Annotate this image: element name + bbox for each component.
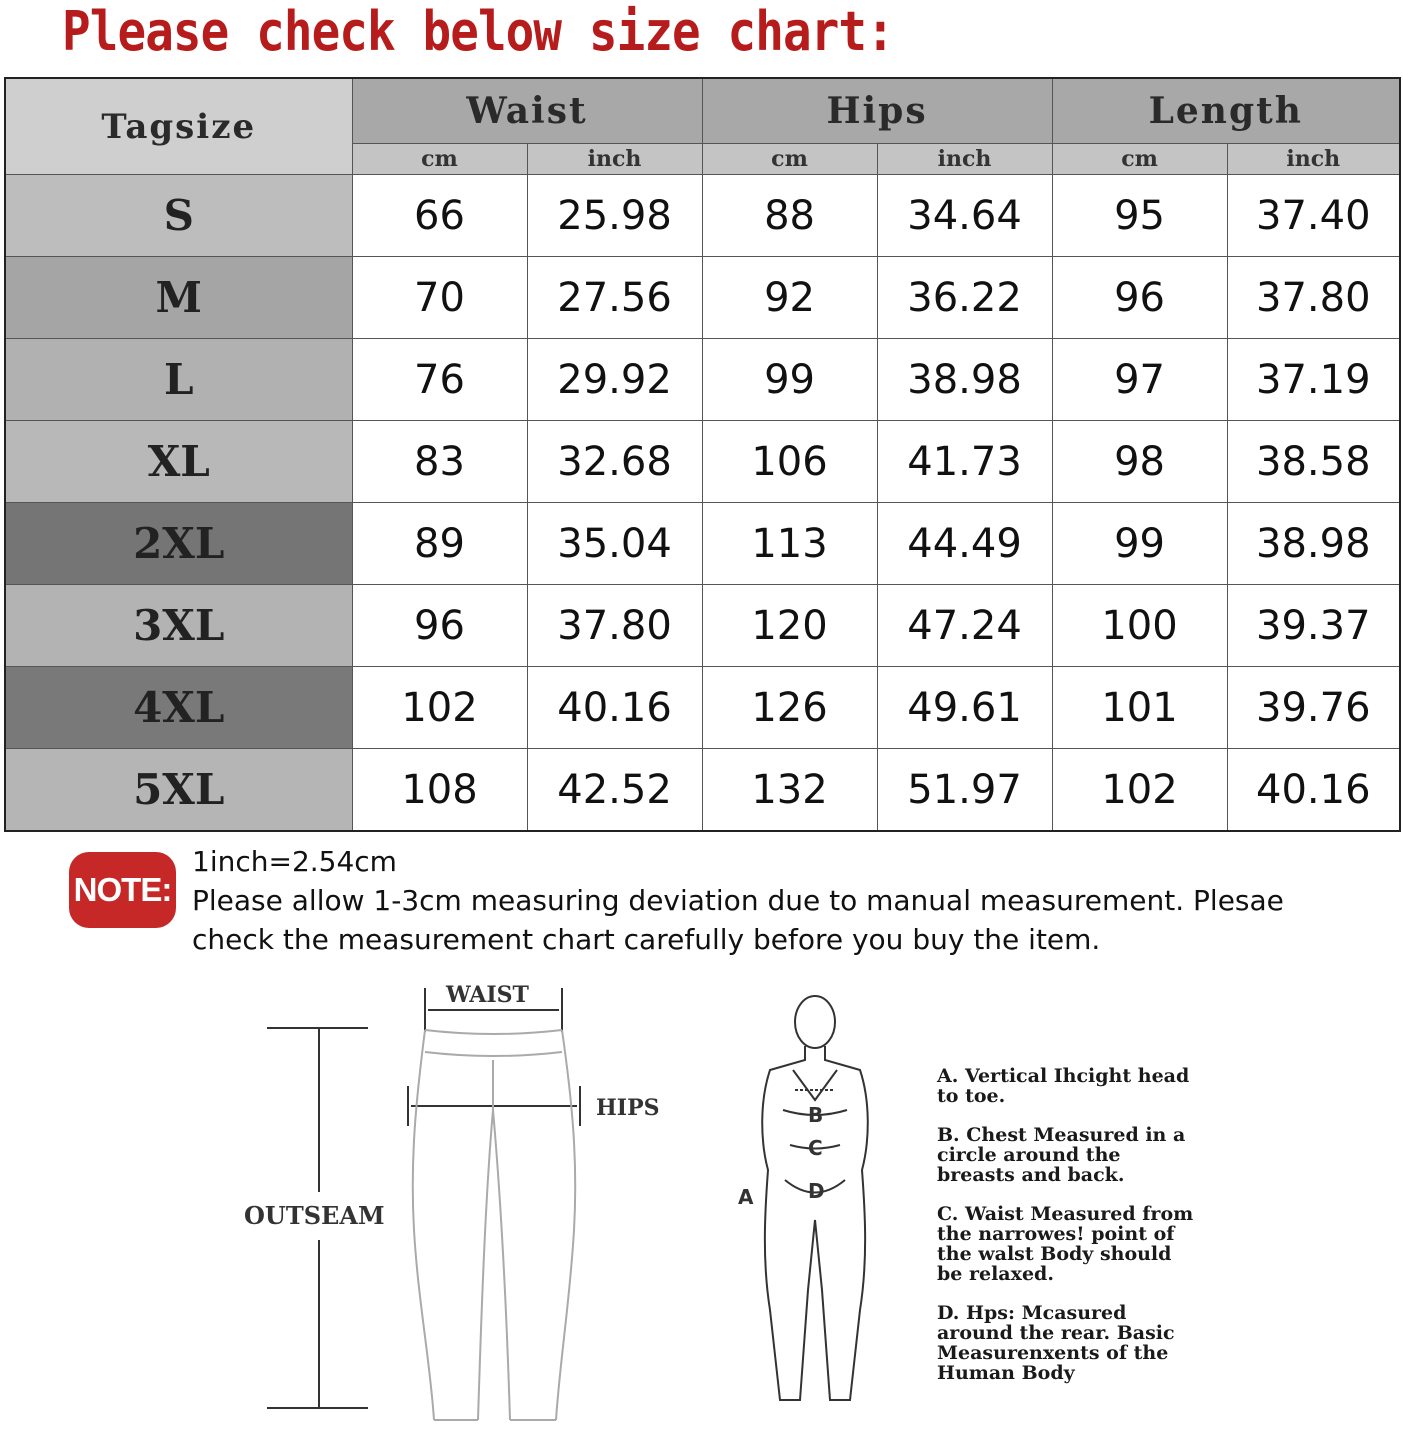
size-label: 3XL [5, 585, 352, 667]
waist-label: WAIST [446, 982, 529, 1008]
table-row [5, 339, 1400, 421]
measurement-legend [937, 1066, 1197, 1402]
outseam-label: OUTSEAM [244, 1201, 385, 1230]
leggings-illustration [413, 1030, 576, 1420]
measurement-cell: 51.97 [877, 749, 1052, 832]
measurement-cell: 39.76 [1227, 667, 1400, 749]
table-row [5, 421, 1400, 503]
unit-header: cm [352, 144, 527, 175]
measurement-cell: 37.40 [1227, 175, 1400, 257]
measurement-cell: 76 [352, 339, 527, 421]
marker-a: A [738, 1185, 754, 1209]
measurement-cell: 102 [1052, 749, 1227, 832]
measurement-cell: 39.37 [1227, 585, 1400, 667]
measurement-cell: 101 [1052, 667, 1227, 749]
size-label: 5XL [5, 749, 352, 832]
measurement-cell: 37.19 [1227, 339, 1400, 421]
size-label: M [5, 257, 352, 339]
measurement-cell: 29.92 [527, 339, 702, 421]
unit-header: cm [702, 144, 877, 175]
measurement-cell: 88 [702, 175, 877, 257]
measurement-cell: 70 [352, 257, 527, 339]
measurement-cell: 37.80 [1227, 257, 1400, 339]
measurement-cell: 106 [702, 421, 877, 503]
size-chart-table [4, 77, 1401, 832]
note-badge: NOTE: [69, 852, 176, 928]
table-row [5, 667, 1400, 749]
legend-item-d: D. Hps: Mcasured around the rear. Basic Measurenxents of the Human Body [937, 1302, 1175, 1384]
marker-b: B [808, 1103, 824, 1127]
size-label: 4XL [5, 667, 352, 749]
table-row [5, 175, 1400, 257]
hips-label: HIPS [596, 1095, 660, 1121]
header-tagsize: Tagsize [5, 78, 352, 175]
measurement-cell: 27.56 [527, 257, 702, 339]
page-title: Please check below size chart: [62, 0, 894, 63]
unit-header: inch [877, 144, 1052, 175]
measurement-cell: 132 [702, 749, 877, 832]
measurement-cell: 42.52 [527, 749, 702, 832]
size-label: 2XL [5, 503, 352, 585]
measurement-cell: 40.16 [527, 667, 702, 749]
measurement-cell: 98 [1052, 421, 1227, 503]
measurement-cell: 95 [1052, 175, 1227, 257]
marker-d: D [808, 1179, 825, 1203]
measurement-cell: 96 [352, 585, 527, 667]
measurement-cell: 41.73 [877, 421, 1052, 503]
measurement-cell: 34.64 [877, 175, 1052, 257]
measurement-cell: 37.80 [527, 585, 702, 667]
measurement-cell: 97 [1052, 339, 1227, 421]
table-row [5, 585, 1400, 667]
measurement-cell: 102 [352, 667, 527, 749]
header-hips: Hips [702, 78, 1052, 144]
measurement-cell: 36.22 [877, 257, 1052, 339]
unit-header: cm [1052, 144, 1227, 175]
measurement-cell: 38.58 [1227, 421, 1400, 503]
measurement-cell: 35.04 [527, 503, 702, 585]
measurement-cell: 120 [702, 585, 877, 667]
header-length: Length [1052, 78, 1400, 144]
measurement-cell: 113 [702, 503, 877, 585]
measurement-cell: 100 [1052, 585, 1227, 667]
table-row [5, 503, 1400, 585]
measurement-cell: 89 [352, 503, 527, 585]
measurement-cell: 108 [352, 749, 527, 832]
measurement-cell: 47.24 [877, 585, 1052, 667]
header-waist: Waist [352, 78, 702, 144]
measurement-cell: 49.61 [877, 667, 1052, 749]
size-label: L [5, 339, 352, 421]
measurement-cell: 92 [702, 257, 877, 339]
table-row [5, 257, 1400, 339]
conversion-note: 1inch=2.54cm [192, 845, 397, 878]
marker-c: C [808, 1136, 823, 1160]
size-label: S [5, 175, 352, 257]
measurement-cell: 38.98 [877, 339, 1052, 421]
measurement-cell: 40.16 [1227, 749, 1400, 832]
note-text [192, 842, 1372, 959]
measurement-cell: 25.98 [527, 175, 702, 257]
deviation-note: Please allow 1-3cm measuring deviation due to manual measurement. Plesae check the measurement chart carefully before you buy the item. [192, 884, 1284, 956]
legend-item-a: A. Vertical Ihcight head to toe. [937, 1065, 1190, 1107]
unit-header: inch [1227, 144, 1400, 175]
measurement-cell: 96 [1052, 257, 1227, 339]
measurement-cell: 99 [702, 339, 877, 421]
size-label: XL [5, 421, 352, 503]
legend-item-b: B. Chest Measured in a circle around the breasts and back. [937, 1124, 1186, 1186]
measurement-cell: 83 [352, 421, 527, 503]
measurement-cell: 99 [1052, 503, 1227, 585]
measurement-cell: 32.68 [527, 421, 702, 503]
measurement-cell: 38.98 [1227, 503, 1400, 585]
measurement-cell: 66 [352, 175, 527, 257]
table-row [5, 749, 1400, 832]
measurement-cell: 44.49 [877, 503, 1052, 585]
measurement-cell: 126 [702, 667, 877, 749]
legend-item-c: C. Waist Measured from the narrowes! point of the walst Body should be relaxed. [937, 1203, 1194, 1285]
unit-header: inch [527, 144, 702, 175]
